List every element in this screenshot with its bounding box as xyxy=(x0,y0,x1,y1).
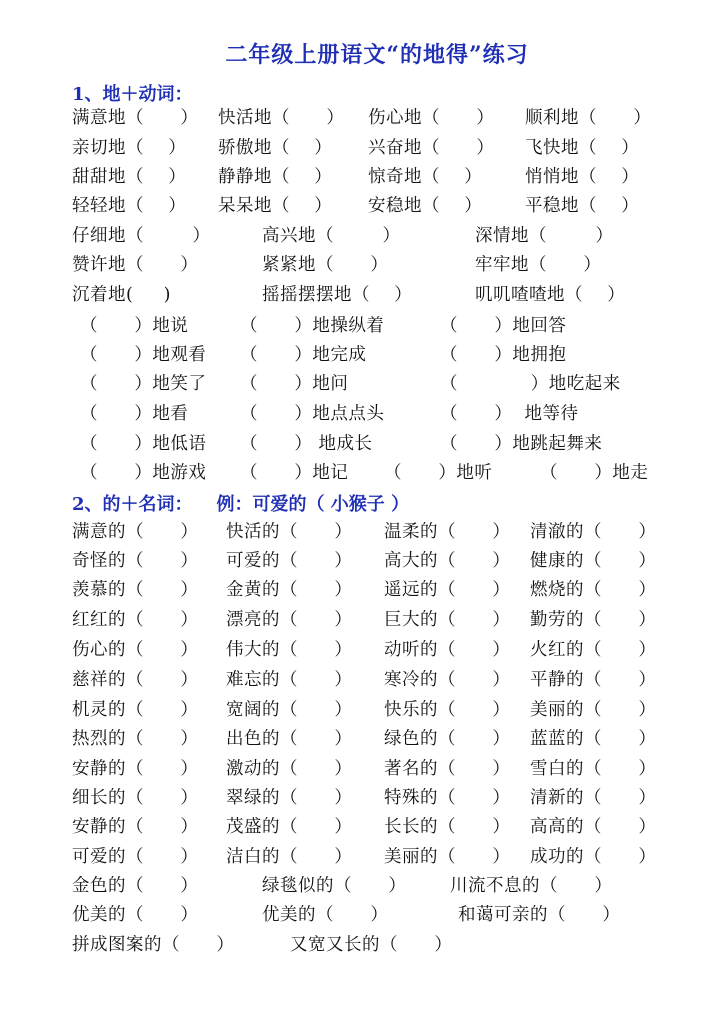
exercise-item: 温柔的（ ） xyxy=(384,522,511,542)
exercise-row xyxy=(0,931,724,960)
exercise-item: 川流不息的（ ） xyxy=(450,876,613,896)
exercise-row xyxy=(0,696,724,725)
exercise-item: 伤心地（ ） xyxy=(368,108,495,128)
exercise-item: 漂亮的（ ） xyxy=(226,610,353,630)
exercise-item: 呆呆地（ ） xyxy=(218,196,333,216)
exercise-item: 叽叽喳喳地（ ） xyxy=(475,285,626,305)
exercise-row xyxy=(0,813,724,842)
exercise-item: （ ）地吃起来 xyxy=(440,374,621,394)
exercise-item: （ ）地听 xyxy=(384,463,493,483)
exercise-row xyxy=(0,312,724,341)
exercise-item: （ ）地笑了 xyxy=(80,374,207,394)
exercise-item: 伟大的（ ） xyxy=(226,640,353,660)
exercise-row xyxy=(0,104,724,133)
exercise-row xyxy=(0,606,724,635)
exercise-item: 骄傲地（ ） xyxy=(218,138,333,158)
exercise-row xyxy=(0,222,724,251)
exercise-item: 勤劳的（ ） xyxy=(530,610,657,630)
exercise-item: 绿毯似的（ ） xyxy=(262,876,407,896)
exercise-item: （ ）地操纵着 xyxy=(240,316,385,336)
exercise-item: 蓝蓝的（ ） xyxy=(530,729,657,749)
exercise-item: 金黄的（ ） xyxy=(226,580,353,600)
exercise-item: 悄悄地（ ） xyxy=(525,167,640,187)
exercise-item: 燃烧的（ ） xyxy=(530,580,657,600)
exercise-row xyxy=(0,755,724,784)
exercise-item: 长长的（ ） xyxy=(384,817,511,837)
exercise-item: 可爱的（ ） xyxy=(72,847,199,867)
exercise-row xyxy=(0,134,724,163)
exercise-row xyxy=(0,518,724,547)
section-1-heading-text: 1、地＋动词： xyxy=(72,84,193,105)
exercise-row xyxy=(0,251,724,280)
exercise-row xyxy=(0,872,724,901)
exercise-item: （ ）地游戏 xyxy=(80,463,207,483)
exercise-item: （ ）地跳起舞来 xyxy=(440,434,603,454)
exercise-item: 赞许地（ ） xyxy=(72,255,199,275)
exercise-item: 高大的（ ） xyxy=(384,551,511,571)
exercise-item: 顺利地（ ） xyxy=(525,108,652,128)
exercise-item: 平静的（ ） xyxy=(530,670,657,690)
exercise-item: 特殊的（ ） xyxy=(384,788,511,808)
exercise-item: 寒冷的（ ） xyxy=(384,670,511,690)
exercise-item: 高兴地（ ） xyxy=(262,226,401,246)
exercise-row xyxy=(0,430,724,459)
page-title: 二年级上册语文“的地得”练习 xyxy=(225,42,529,68)
exercise-item: （ ）地记 xyxy=(240,463,349,483)
exercise-item: （ ）地点点头 xyxy=(240,404,385,424)
exercise-item: 拼成图案的（ ） xyxy=(72,935,235,955)
exercise-item: 亲切地（ ） xyxy=(72,138,187,158)
exercise-item: （ ） 地等待 xyxy=(440,404,579,424)
exercise-row xyxy=(0,341,724,370)
exercise-item: 美丽的（ ） xyxy=(384,847,511,867)
exercise-item: 宽阔的（ ） xyxy=(226,700,353,720)
exercise-item: 遥远的（ ） xyxy=(384,580,511,600)
exercise-item: 可爱的（ ） xyxy=(226,551,353,571)
exercise-item: 沉着地( ) xyxy=(72,285,171,305)
section-2-example: 例：可爱的（ 小猴子 ） xyxy=(216,494,410,515)
exercise-item: 难忘的（ ） xyxy=(226,670,353,690)
exercise-row xyxy=(0,725,724,754)
exercise-item: 伤心的（ ） xyxy=(72,640,199,660)
exercise-item: 深情地（ ） xyxy=(475,226,614,246)
exercise-item: 健康的（ ） xyxy=(530,551,657,571)
exercise-row xyxy=(0,400,724,429)
exercise-item: 静静地（ ） xyxy=(218,167,333,187)
exercise-item: 巨大的（ ） xyxy=(384,610,511,630)
exercise-row xyxy=(0,576,724,605)
exercise-row xyxy=(0,666,724,695)
exercise-item: 动听的（ ） xyxy=(384,640,511,660)
exercise-item: 满意的（ ） xyxy=(72,522,199,542)
exercise-item: 快活的（ ） xyxy=(226,522,353,542)
exercise-item: 绿色的（ ） xyxy=(384,729,511,749)
exercise-item: 羡慕的（ ） xyxy=(72,580,199,600)
exercise-item: 清澈的（ ） xyxy=(530,522,657,542)
exercise-item: （ ）地说 xyxy=(80,316,189,336)
exercise-item: 快活地（ ） xyxy=(218,108,345,128)
exercise-row xyxy=(0,163,724,192)
exercise-item: 仔细地（ ） xyxy=(72,226,211,246)
exercise-item: 高高的（ ） xyxy=(530,817,657,837)
exercise-item: 慈祥的（ ） xyxy=(72,670,199,690)
exercise-item: 洁白的（ ） xyxy=(226,847,353,867)
exercise-item: 出色的（ ） xyxy=(226,729,353,749)
exercise-item: 甜甜地（ ） xyxy=(72,167,187,187)
exercise-item: （ ）地完成 xyxy=(240,345,367,365)
exercise-item: 和蔼可亲的（ ） xyxy=(458,905,621,925)
exercise-row xyxy=(0,281,724,310)
exercise-item: 惊奇地（ ） xyxy=(368,167,483,187)
exercise-row xyxy=(0,843,724,872)
exercise-item: 轻轻地（ ） xyxy=(72,196,187,216)
exercise-item: 又宽又长的（ ） xyxy=(290,935,453,955)
exercise-row xyxy=(0,636,724,665)
exercise-item: 安稳地（ ） xyxy=(368,196,483,216)
exercise-item: （ ）地问 xyxy=(240,374,349,394)
exercise-item: 安静的（ ） xyxy=(72,759,199,779)
section-2-heading-text: 2、的＋名词： xyxy=(72,494,193,515)
exercise-row xyxy=(0,547,724,576)
exercise-row xyxy=(0,784,724,813)
exercise-item: 红红的（ ） xyxy=(72,610,199,630)
exercise-item: （ ）地拥抱 xyxy=(440,345,567,365)
exercise-row xyxy=(0,901,724,930)
exercise-item: 满意地（ ） xyxy=(72,108,199,128)
exercise-item: 翠绿的（ ） xyxy=(226,788,353,808)
exercise-item: 清新的（ ） xyxy=(530,788,657,808)
exercise-item: 热烈的（ ） xyxy=(72,729,199,749)
exercise-item: 兴奋地（ ） xyxy=(368,138,495,158)
exercise-item: 奇怪的（ ） xyxy=(72,551,199,571)
exercise-item: （ ）地观看 xyxy=(80,345,207,365)
exercise-item: （ ）地低语 xyxy=(80,434,207,454)
exercise-item: 火红的（ ） xyxy=(530,640,657,660)
exercise-item: 快乐的（ ） xyxy=(384,700,511,720)
section-1-heading xyxy=(72,80,193,106)
exercise-item: 著名的（ ） xyxy=(384,759,511,779)
exercise-item: 机灵的（ ） xyxy=(72,700,199,720)
exercise-item: 激动的（ ） xyxy=(226,759,353,779)
exercise-item: 牢牢地（ ） xyxy=(475,255,602,275)
exercise-row xyxy=(0,370,724,399)
exercise-item: 平稳地（ ） xyxy=(525,196,640,216)
exercise-item: 茂盛的（ ） xyxy=(226,817,353,837)
exercise-item: 紧紧地（ ） xyxy=(262,255,389,275)
exercise-item: 金色的（ ） xyxy=(72,876,199,896)
exercise-item: 摇摇摆摆地（ ） xyxy=(262,285,413,305)
exercise-item: 细长的（ ） xyxy=(72,788,199,808)
exercise-row xyxy=(0,192,724,221)
exercise-item: （ ）地看 xyxy=(80,404,189,424)
exercise-item: 飞快地（ ） xyxy=(525,138,640,158)
exercise-item: （ ）地走 xyxy=(540,463,649,483)
section-2-heading xyxy=(72,490,409,516)
exercise-item: 安静的（ ） xyxy=(72,817,199,837)
exercise-item: （ ） 地成长 xyxy=(240,434,373,454)
exercise-item: 优美的（ ） xyxy=(72,905,199,925)
exercise-item: 成功的（ ） xyxy=(530,847,657,867)
exercise-item: 美丽的（ ） xyxy=(530,700,657,720)
exercise-item: 雪白的（ ） xyxy=(530,759,657,779)
exercise-item: （ ）地回答 xyxy=(440,316,567,336)
exercise-row xyxy=(0,459,724,488)
exercise-item: 优美的（ ） xyxy=(262,905,389,925)
